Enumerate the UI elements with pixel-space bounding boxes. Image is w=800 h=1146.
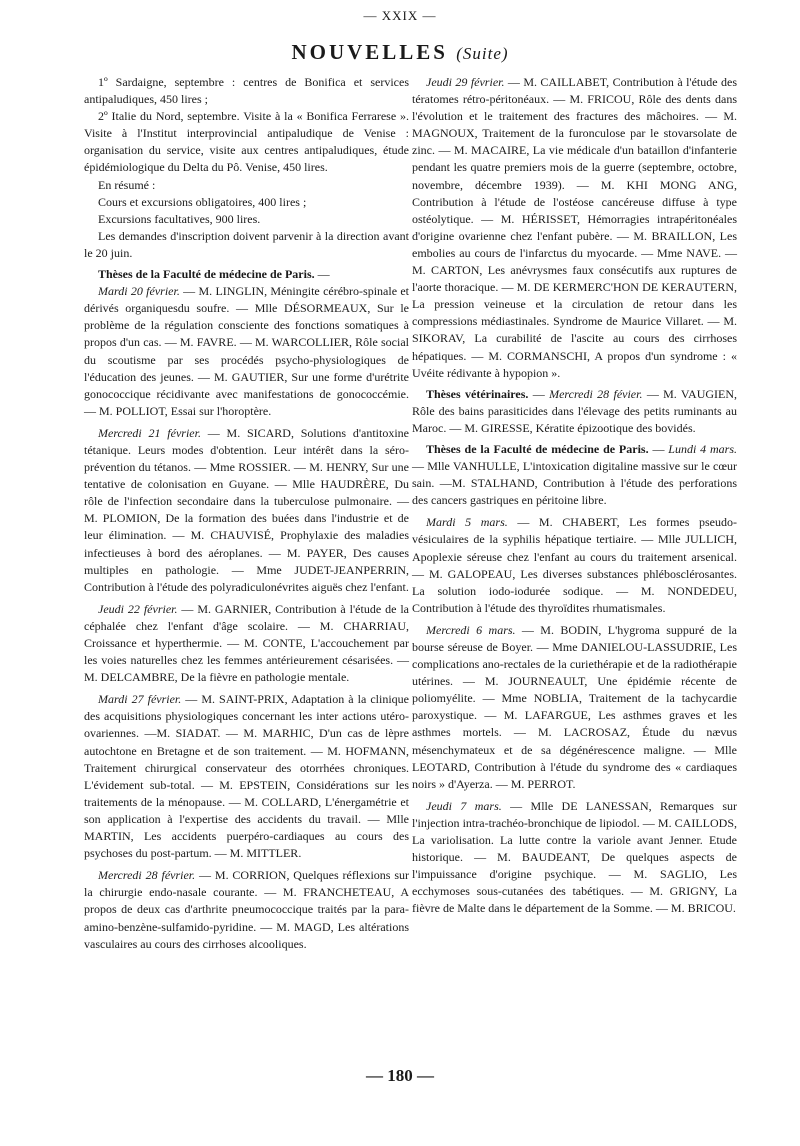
paragraph: 1º Sardaigne, septembre : centres de Bonifica et services antipaludiques, 450 lires ;	[84, 75, 409, 107]
thesis-text: — M. LINGLIN, Méningite cérébro-spinale et dérivés organiquesdu soufre. — Mlle DÉSORMEAUX, Sur le problème de la régulation consciente des fonctions somatiques à propos d'un cas. — M. FAVRE. — M. WARCOLLIER, Rôle social du scoutisme par ses procédés psycho-physiologiques de l'éducation des jeunes. — M. GAUTIER, Sur une forme d'urétrite gonococcique récidivante avec manifestations de gonococcémie. — M. POLLIOT, Essai sur l'horoptère.	[84, 284, 410, 418]
thesis-text: — M. CAILLABET, Contribution à l'étude des tératomes rétro-péritonéaux. — M. FRICOU, Rôle des dents dans l'évolution et le traitement des fractures des mâchoires. — M. MAGNOUX, Traitement de la furonculose par le stovarsolate de zinc. — M. MACAIRE, La vie médicale d'un bataillon d'infanterie pendant les quatre premiers mois de la guerre (septembre, octobre, novembre, décembre 1939). — M. KHI MONG ANG, Contribution à l'étude de l'ostéose cancéreuse diffuse à type ostéolytique. — M. HÉRISSET, Hémorragies intrapéritonéales d'origine ovarienne chez l'enfant pubère. — M. BRAILLON, Les embolies au cours de l'infarctus du myocarde. — Mme NAVE. — M. CARTON, Les anévrysmes faux consécutifs aux ruptures de l'aorte thoracique. — M. DE KERMERC'HON DE KERAUTERN, La pression veineuse et la circulation de retour dans les compressions médiastinales. Syndrome de Maurice Villaret. — M. SIKORAV, La curabilité de l'ascite au cours des cirrhoses hépatiques. — M. CORMANSCHI, A propos d'un syndrome : « Uvéite rédivante à hypopion ».	[412, 75, 737, 380]
thesis-entry	[412, 514, 737, 617]
page-number: — 180 —	[366, 1066, 434, 1085]
paragraph: Les demandes d'inscription doivent parvenir à la direction avant le 20 juin.	[84, 228, 409, 260]
thesis-entry	[412, 622, 737, 793]
thesis-date: Lundi 4 mars.	[668, 441, 738, 456]
thesis-entry-paris-2: Thèses de la Faculté de médecine de Paris. — Lundi 4 mars. — Mlle VANHULLE, L'intoxication digitaline massive sur le cœur sain. —M. STALHAND, Contribution à l'étude des perforations des cancers gastriques en péritoine libre.	[412, 441, 738, 508]
thesis-entry	[84, 691, 409, 862]
thesis-entry	[84, 601, 409, 686]
thesis-date: Jeudi 29 février.	[426, 75, 505, 89]
section-heading-theses-paris: Thèses de la Faculté de médecine de Paris.	[426, 441, 649, 456]
section-heading-text: Thèses de la Faculté de médecine de Paris.	[98, 267, 315, 282]
thesis-entry	[84, 425, 409, 596]
thesis-date: Jeudi 7 mars.	[426, 798, 502, 813]
thesis-text: — Mlle DE LANESSAN, Remarques sur l'injection intra-trachéo-bronchique de lipiodol. — M. CAILLODS, La variolisation. La lutte contre la variole avant Jenner. Etude historique. — M. BAUDEANT, De quelques aspects de l'impuissance d'origine psychique. — M. SAGLIO, Les ecchymoses sous-cutanées des tabétiques. — M. GRIGNY, La fièvre de Malte dans le département de la Somme. — M. BRICOU.	[412, 798, 738, 916]
thesis-date: Mardi 20 février.	[98, 284, 180, 299]
thesis-entry	[412, 74, 737, 382]
section-heading-veterinaires: Thèses vétérinaires.	[426, 386, 529, 401]
thesis-entry-veterinaires: Thèses vétérinaires. — Mercredi 28 févier. — M. VAUGIEN, Rôle des bains parasiticides dans l'élevage des petits ruminants au Maroc. — M. GIRESSE, Kératite épizootique des bovidés.	[412, 386, 738, 435]
thesis-date: Mercredi 6 mars.	[426, 622, 516, 637]
title-subtitle: (Suite)	[456, 44, 509, 63]
thesis-text: — M. CHABERT, Les formes pseudo-vésiculaires de la syphilis hépatique tertiaire. — Mlle JULLICH, Apoplexie séreuse chez l'enfant au cours du traitement arsenical. — M. GALOPEAU, Les diverses substances phlébosclérosantes. La solution iodo-iodurée sodique. — M. NONDEDEU, Contribution à l'étude des thyroïdites rhumatismales.	[412, 515, 738, 615]
thesis-date: Jeudi 22 février.	[98, 601, 178, 616]
thesis-date: Mercredi 28 février.	[98, 868, 196, 883]
paragraph: Cours et excursions obligatoires, 400 lires ;	[98, 194, 307, 209]
title-text: NOUVELLES	[291, 40, 448, 64]
thesis-date: Mercredi 28 févier.	[549, 386, 643, 401]
thesis-text: — M. CORRION, Quelques réflexions sur la chirurgie endo-nasale courante. — M. FRANCHETEAU, A propos de deux cas d'arthrite pneumococcique traités par la para-amino-benzène-sulfamido-pyridine. — M. MAGD, Les altérations vasculaires au cours des cirrhoses alcooliques.	[84, 868, 410, 951]
section-heading-theses-paris: Thèses de la Faculté de médecine de Paris. —	[98, 267, 330, 282]
thesis-entry	[84, 283, 409, 420]
page-title	[0, 40, 800, 65]
paragraph: 2º Italie du Nord, septembre. Visite à la « Bonifica Ferrarese ». Visite à l'Institut interprovincial antipaludique de Venise : organisation du service, visite aux centres antipaludiques, étude épidémiologique du Delta du Pô. Venise, 450 lires.	[84, 109, 409, 175]
right-column	[412, 74, 737, 918]
thesis-text: — M. SICARD, Solutions d'antitoxine tétanique. Leurs modes d'obtention. Leur intérêt dans la séro-prévention du tétanos. — Mme ROSSIER. — M. HENRY, Sur une tentative de colonisation en Guyane. — Mlle HAUDRÈRE, Du rôle de l'infection secondaire dans la tuberculose pulmonaire. — M. PLOMION, De la formation des buées dans l'industrie et de leur élimination. — M. CHAUVISÉ, Prophylaxie des maladies infectieuses à bord des aéroplanes. — M. PAYER, Des causes multiples en pathologie. — Mme JUDET-JEANPERRIN, Contribution à l'étude des polyradiculonévrites aiguës chez l'enfant.	[84, 425, 410, 594]
left-column	[84, 74, 409, 953]
thesis-entry	[412, 798, 737, 918]
thesis-text: — M. GARNIER, Contribution à l'étude de la céphalée chez l'enfant d'âge scolaire. — M. CHARRIAU, Croissance et hyperthermie. — M. CONTE, L'accouchement par les voies naturelles chez les femmes antérieurement césarisées. —M. DELCAMBRE, De la fièvre en pathologie mentale.	[84, 601, 409, 685]
paragraph: Excursions facultatives, 900 lires.	[98, 211, 261, 226]
thesis-text: — M. VAUGIEN, Rôle des bains parasiticides dans l'élevage des petits ruminants au Maroc. — M. GIRESSE, Kératite épizootique des bovidés.	[412, 386, 738, 435]
paragraph: En résumé :	[98, 177, 156, 192]
thesis-date: Mardi 27 février.	[98, 692, 182, 707]
thesis-text: — M. BODIN, L'hygroma suppuré de la bourse séreuse de Boyer. — Mme DANIELOU-LASSUDRIE, Les complications ano-rectales de la curiethérapie et de la radiothérapie utérines. — M. JOURNEAULT, Une épidémie récente de poliomyélite. — Mme NOBLIA, Traitement de la tachycardie paroxystique. — M. LAFARGUE, Les asthmes graves et les asthmes mortels. — M. LACROSAZ, Étude du nævus mésenchymateux et de sa dégénérescence maligne. — Mlle LEOTARD, Contribution à l'étude du syndrome des « cardiaques noirs » d'Ayerza. — M. PERROT.	[412, 622, 738, 791]
page-folio: — XXIX —	[363, 8, 437, 23]
thesis-text: — M. SAINT-PRIX, Adaptation à la clinique des acquisitions physiologiques concernant les inter actions utéro-ovariennes. —M. SIADAT. — M. MARHIC, D'un cas de lèpre autochtone en Bretagne et de son traitement. — M. HOFMANN, Traitement chirurgical conservateur des otorrhées chroniques. L'évidement sub-total. — M. EPSTEIN, Considérations sur les traitements de la ménopause. — M. COLLARD, L'énergamétrie et son application à l'expertise des accidents du travail. — Mlle MARTIN, Les accidents puerpéro-cardiaques au cours des psychoses du post-partum. — M. MITTLER.	[84, 692, 409, 861]
thesis-date: Mardi 5 mars.	[426, 515, 508, 530]
thesis-entry	[84, 867, 409, 952]
thesis-text: — Mlle VANHULLE, L'intoxication digitaline massive sur le cœur sain. —M. STALHAND, Contribution à l'étude des perforations des cancers gastriques en péritoine libre.	[412, 459, 737, 508]
thesis-date: Mercredi 21 février.	[98, 425, 201, 440]
